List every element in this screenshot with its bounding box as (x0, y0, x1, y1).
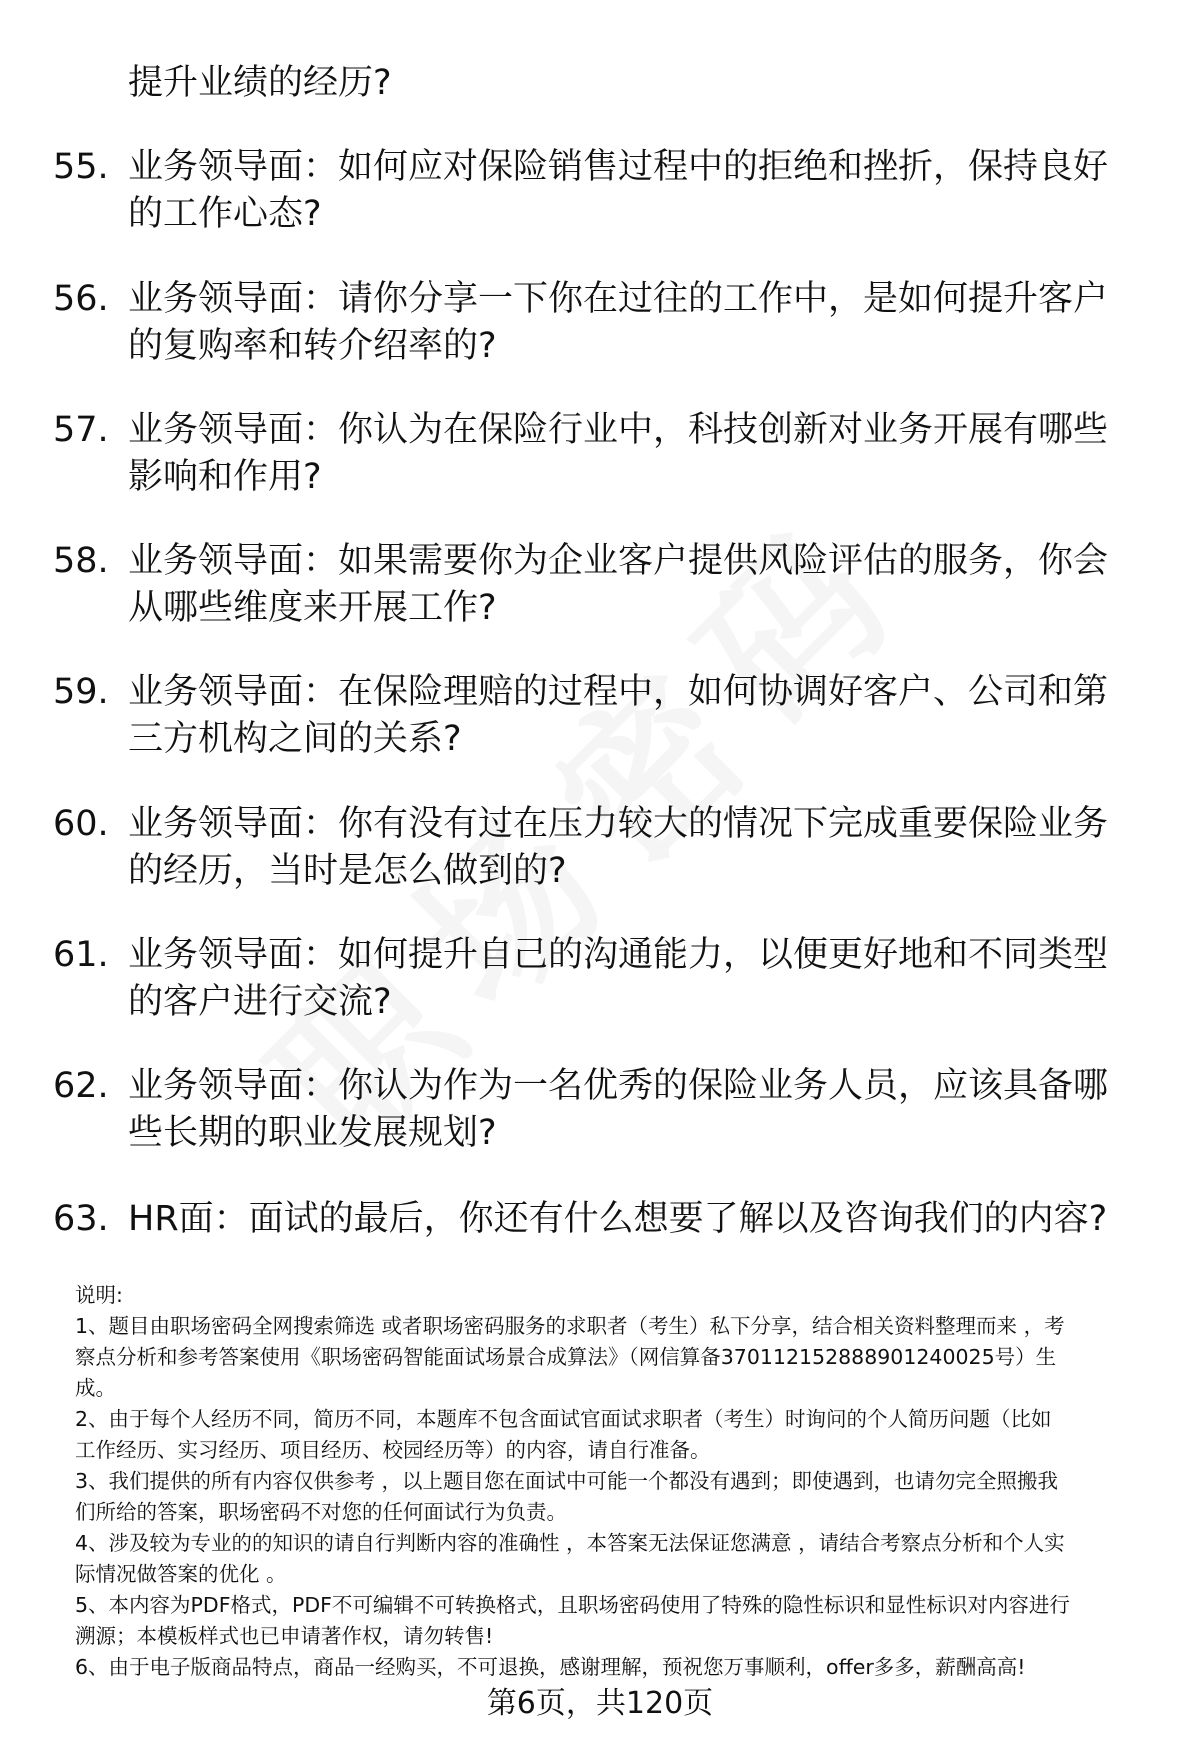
note-line: 3、我们提供的所有内容仅供参考 ，以上题目您在面试中可能一个都没有遇到；即使遇到，也请勿完全照搬我 (75, 1469, 1059, 1493)
note-line: 们所给的答案，职场密码不对您的任何面试行为负责。 (75, 1500, 567, 1524)
question-number: 62. (53, 1066, 109, 1106)
question-text-line: 业务领导面：你认为作为一名优秀的保险业务人员，应该具备哪 (128, 1066, 1109, 1106)
question-text (128, 144, 1108, 238)
question-text (128, 932, 1108, 1026)
question-text (128, 407, 1108, 501)
question-text-line: 提升业绩的经历? (128, 63, 392, 103)
note-line: 溯源；本模板样式也已申请著作权，请勿转售! (75, 1624, 494, 1648)
page-number: 第6页，共120页 (486, 1686, 714, 1721)
question-text (128, 538, 1108, 632)
note-line: 察点分析和参考答案使用《职场密码智能面试场景合成算法》（网信算备370112152888901240025号）生 (75, 1345, 1057, 1369)
question-text (128, 276, 1108, 370)
question-text-line: 些长期的职业发展规划? (128, 1113, 497, 1153)
question-text-line: 从哪些维度来开展工作? (128, 588, 497, 628)
question-number: 60. (53, 804, 109, 844)
note-line: 工作经历、实习经历、项目经历、校园经历等）的内容，请自行准备。 (75, 1438, 711, 1462)
notes-title: 说明: (75, 1283, 123, 1307)
question-text-line: 影响和作用? (128, 457, 322, 497)
question-text-line: 业务领导面：请你分享一下你在过往的工作中，是如何提升客户 (128, 279, 1109, 319)
notes-section (75, 1280, 1165, 1683)
question-number: 58. (53, 541, 109, 581)
question-number: 55. (53, 147, 109, 187)
question-text-line: 的复购率和转介绍率的? (128, 326, 497, 366)
question-text-line: 的经历，当时是怎么做到的? (128, 851, 567, 891)
note-line: 4、涉及较为专业的的知识的请自行判断内容的准确性 ，本答案无法保证您满意 ，请结合考察点分析和个人实 (75, 1531, 1065, 1555)
question-text-line: 业务领导面：你有没有过在压力较大的情况下完成重要保险业务 (128, 804, 1109, 844)
note-line: 1、题目由职场密码全网搜索筛选 或者职场密码服务的求职者（考生）私下分享，结合相关资料整理而来 ，考 (75, 1314, 1065, 1338)
question-number: 59. (53, 672, 109, 712)
note-line: 成。 (75, 1376, 116, 1400)
note-line: 6、由于电子版商品特点，商品一经购买，不可退换，感谢理解，预祝您万事顺利，offer多多，薪酬高高! (75, 1655, 1026, 1679)
question-text-line: 三方机构之间的关系? (128, 719, 462, 759)
question-number: 61. (53, 935, 109, 975)
note-line: 5、本内容为PDF格式，PDF不可编辑不可转换格式，且职场密码使用了特殊的隐性标识和显性标识对内容进行 (75, 1593, 1070, 1617)
question-text (128, 801, 1108, 895)
question-number: 56. (53, 279, 109, 319)
question-text-line: 业务领导面：如何应对保险销售过程中的拒绝和挫折，保持良好 (128, 147, 1109, 187)
note-line: 2、由于每个人经历不同，简历不同，本题库不包含面试官面试求职者（考生）时询问的个人简历问题（比如 (75, 1407, 1052, 1431)
question-text-line: 业务领导面：如果需要你为企业客户提供风险评估的服务，你会 (128, 541, 1109, 581)
question-text (128, 669, 1108, 763)
question-text (128, 1063, 1108, 1157)
question-text (128, 1196, 1107, 1243)
question-text-line: 业务领导面：你认为在保险行业中，科技创新对业务开展有哪些 (128, 410, 1109, 450)
question-text-line: 业务领导面：如何提升自己的沟通能力，以便更好地和不同类型 (128, 935, 1109, 975)
question-text-line: HR面：面试的最后，你还有什么想要了解以及咨询我们的内容? (128, 1199, 1108, 1239)
question-text-line: 业务领导面：在保险理赔的过程中，如何协调好客户、公司和第 (128, 672, 1109, 712)
question-text-line: 的客户进行交流? (128, 982, 392, 1022)
question-number: 63. (53, 1199, 109, 1239)
question-number: 57. (53, 410, 109, 450)
question-text-line: 的工作心态? (128, 194, 322, 234)
note-line: 际情况做答案的优化 。 (75, 1562, 287, 1586)
